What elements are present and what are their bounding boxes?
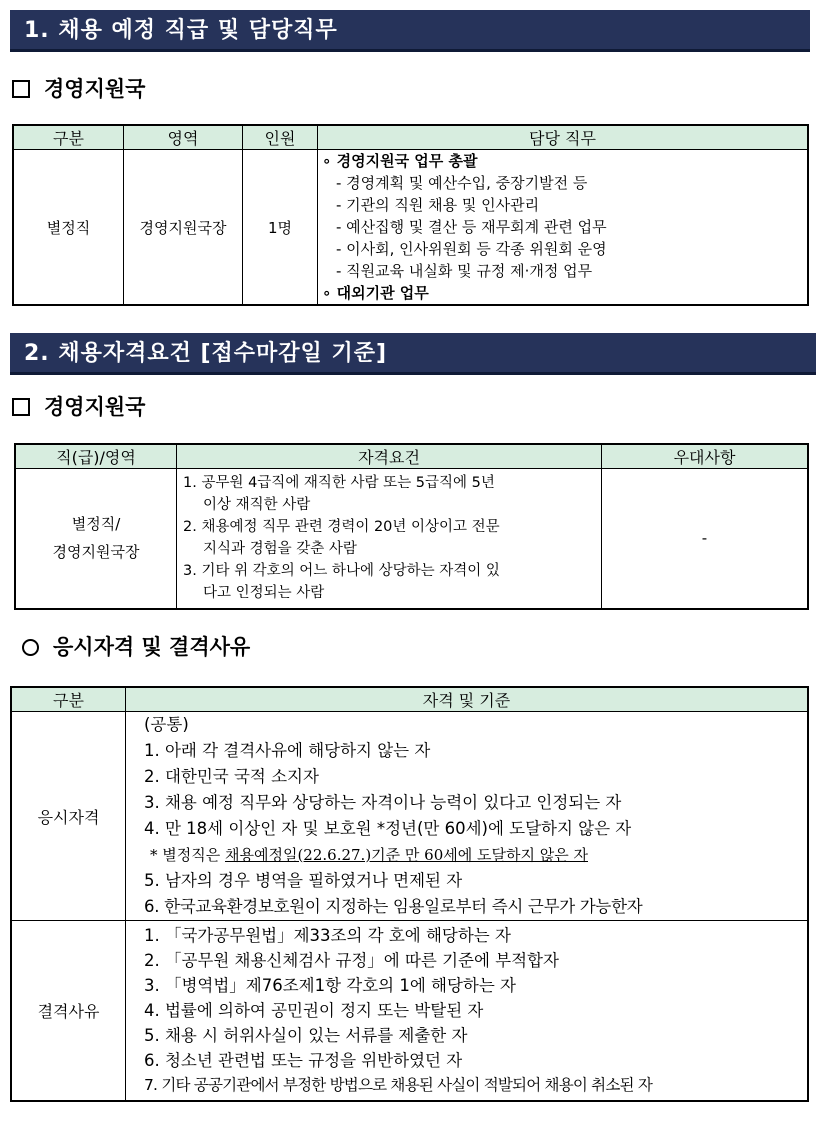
duty-header-area: 영역 (124, 125, 243, 150)
req-cell-position (15, 469, 177, 609)
section1-subhead-text: 경영지원국 (44, 76, 146, 101)
duty-line: ∘ 대외기관 업무 (322, 284, 429, 302)
disqualification-line: 3. 「병역법」제76조제1항 각호의 1에 해당하는 자 (144, 975, 516, 995)
eligibility-line: 5. 남자의 경우 병역을 필하였거나 면제된 자 (144, 871, 463, 890)
req-line: 이상 재직한 사람 (203, 497, 311, 514)
duty-header-duties: 담당 직무 (318, 125, 809, 150)
req-line: 3. 기타 위 각호의 어느 하나에 상당하는 자격이 있 (183, 563, 500, 580)
req-cell-requirements (177, 469, 602, 609)
disqualification-line: 6. 청소년 관련법 또는 규정을 위반하였던 자 (144, 1050, 463, 1070)
req-cell-preference: - (602, 469, 809, 609)
duty-line: - 기관의 직원 채용 및 인사관리 (336, 196, 540, 214)
disqualification-cell (126, 921, 809, 1101)
note-underlined: 채용예정일(22.6.27.)기준 만 60세에 도달하지 않은 자 (225, 846, 588, 864)
req-header-preference: 우대사항 (602, 444, 809, 469)
duty-line: - 이사회, 인사위원회 등 각종 위원회 운영 (336, 240, 607, 258)
duty-header-count: 인원 (243, 125, 318, 150)
eligibility-line: 1. 아래 각 결격사유에 해당하지 않는 자 (144, 741, 431, 760)
disqualification-line: 4. 법률에 의하여 공민권이 정지 또는 박탈된 자 (144, 1000, 484, 1020)
duty-cell-area: 경영지원국장 (124, 150, 243, 306)
section2-subhead-text: 경영지원국 (44, 394, 146, 419)
section2-subhead (12, 391, 145, 421)
criteria-table (10, 686, 809, 1102)
disqualification-line: 2. 「공무원 채용신체검사 규정」에 따른 기준에 부적합자 (144, 950, 559, 970)
note-prefix: * 별정직은 (150, 846, 225, 864)
duty-cell-count: 1명 (243, 150, 318, 306)
eligibility-label: 응시자격 (11, 712, 126, 921)
req-header-position: 직(급)/영역 (15, 444, 177, 469)
req-position-line: 별정직/ (71, 515, 121, 534)
eligibility-line: 3. 채용 예정 직무와 상당하는 자격이나 능력이 있다고 인정되는 자 (144, 793, 622, 812)
circle-bullet-icon (22, 639, 39, 656)
req-line: 다고 인정되는 사람 (203, 585, 325, 602)
checkbox-square-icon (12, 398, 30, 416)
criteria-header-category: 구분 (11, 687, 126, 712)
duty-line: ∘ 경영지원국 업무 총괄 (322, 152, 478, 170)
eligibility-line: (공통) (144, 715, 189, 734)
section3-subhead (22, 631, 250, 661)
eligibility-line: 4. 만 18세 이상인 자 및 보호원 *정년(만 60세)에 도달하지 않은 자 (144, 819, 632, 838)
req-line: 지식과 경험을 갖춘 사람 (203, 541, 357, 558)
checkbox-square-icon (12, 80, 30, 98)
duty-cell-duties (318, 150, 809, 306)
disqualification-line: 7. 기타 공공기관에서 부정한 방법으로 채용된 사실이 적발되어 채용이 취소된 자 (144, 1075, 652, 1094)
duty-line: - 예산집행 및 결산 등 재무회계 관련 업무 (336, 218, 607, 236)
duty-line: - 직원교육 내실화 및 규정 제·개정 업무 (336, 262, 593, 280)
duty-header-category: 구분 (13, 125, 124, 150)
duty-table (12, 124, 809, 306)
req-position-line: 경영지원국장 (52, 543, 140, 562)
section3-subhead-text: 응시자격 및 결격사유 (53, 634, 251, 659)
section1-title-banner: 1. 채용 예정 직급 및 담당직무 (10, 10, 810, 52)
req-header-requirements: 자격요건 (177, 444, 602, 469)
disqualification-line: 5. 채용 시 허위사실이 있는 서류를 제출한 자 (144, 1025, 468, 1045)
eligibility-cell (126, 712, 809, 921)
eligibility-line: 2. 대한민국 국적 소지자 (144, 767, 319, 786)
disqualification-line: 1. 「국가공무원법」제33조의 각 호에 해당하는 자 (144, 925, 511, 945)
section2-title-banner: 2. 채용자격요건 [접수마감일 기준] (10, 333, 816, 375)
section1-subhead (12, 73, 145, 103)
eligibility-line: 6. 한국교육환경보호원이 지정하는 임용일로부터 즉시 근무가 가능한자 (144, 897, 643, 916)
requirement-table (14, 443, 809, 610)
eligibility-note (144, 842, 807, 868)
duty-line: - 경영계획 및 예산수입, 중장기발전 등 (336, 174, 588, 192)
duty-cell-category: 별정직 (13, 150, 124, 306)
req-line: 2. 채용예정 직무 관련 경력이 20년 이상이고 전문 (183, 519, 500, 536)
req-line: 1. 공무원 4급직에 재직한 사람 또는 5급직에 5년 (183, 475, 495, 492)
criteria-header-standard: 자격 및 기준 (126, 687, 809, 712)
disqualification-label: 결격사유 (11, 921, 126, 1101)
